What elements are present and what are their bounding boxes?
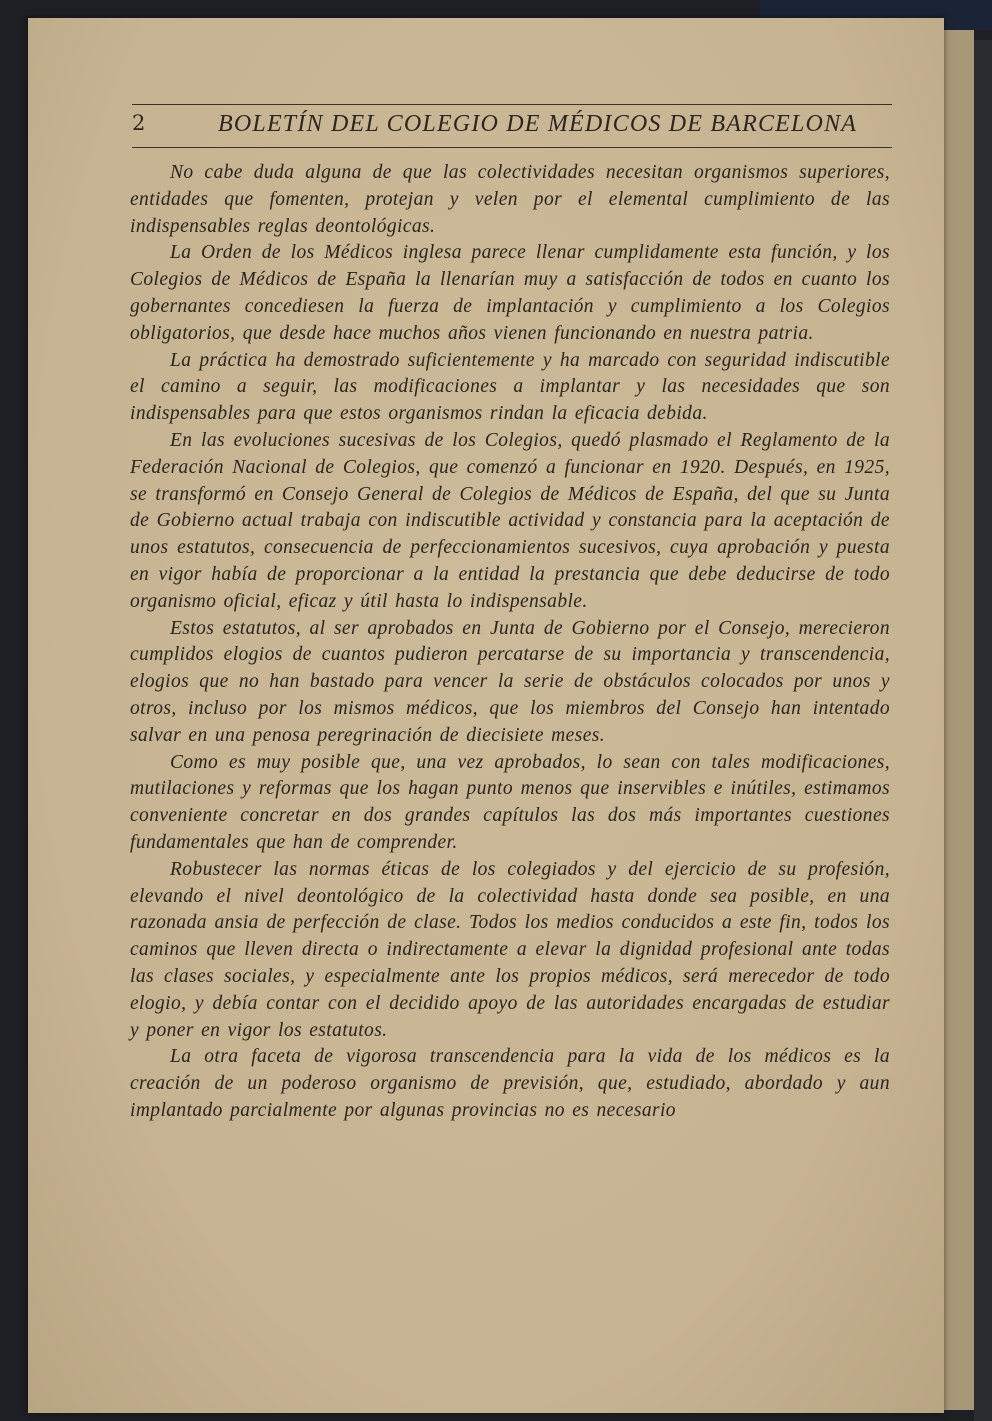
- paragraph: Robustecer las normas éticas de los colegiados y del ejercicio de su profesión, elevando el nivel deontológico de la colectividad hasta donde sea posible, en una razonada ansia de perfección de clase. Todos los medios conducidos a este fin, todos los caminos que lleven directa o indirectamente a elevar la dignidad profesional ante todas las clases sociales, y especialmente ante los propios médicos, será merecedor de todo elogio, y debía contar con el decidido apoyo de las autoridades encargadas de estudiar y poner en vigor los estatutos.: [130, 858, 890, 1041]
- paragraph: En las evoluciones sucesivas de los Colegios, quedó plasmado el Reglamento de la Federación Nacional de Colegios, que comenzó a funcionar en 1920. Después, en 1925, se transformó en Consejo General de Colegios de Médicos de España, del que su Junta de Gobierno actual trabaja con indiscutible actividad y constancia para la aceptación de unos estatutos, consecuencia de perfeccionamientos sucesivos, cuya aprobación y puesta en vigor había de proporcionar a la entidad la prestancia que debe deducirse de todo organismo oficial, eficaz y útil hasta lo indispensable.: [130, 429, 890, 612]
- book-cover-edge: [974, 40, 992, 1421]
- paragraph: No cabe duda alguna de que las colectividades necesitan organismos superiores, entidades que fomenten, protejan y velen por el elemental cumplimiento de las indispensables reglas deontológicas.: [130, 162, 890, 237]
- article-body: [130, 160, 890, 1125]
- running-header: [132, 104, 892, 148]
- journal-title: BOLETÍN DEL COLEGIO DE MÉDICOS DE BARCELONA: [218, 111, 858, 137]
- paragraph: La Orden de los Médicos inglesa parece llenar cumplidamente esta función, y los Colegios de Médicos de España la llenarían muy a satisfacción de todos en cuanto los gobernantes concediesen la fuerza de implantación y cumplimiento a los Colegios obligatorios, que desde hace muchos años vienen funcionando en nuestra patria.: [130, 242, 890, 344]
- paragraph: Estos estatutos, al ser aprobados en Junta de Gobierno por el Consejo, merecieron cumplidos elogios de cuantos pudieron percatarse de su importancia y transcendencia, elogios que no han bastado para vencer la serie de obstáculos colocados por unos y otros, incluso por los mismos médicos, que los miembros del Consejo han intentado salvar en una penosa peregrinación de diecisiete meses.: [130, 617, 890, 746]
- page-number: 2: [132, 111, 146, 135]
- paragraph: La otra faceta de vigorosa transcendencia para la vida de los médicos es la creación de un poderoso organismo de previsión, que, estudiado, abordado y aun implantado parcialmente por algunas provincias no es necesario: [130, 1046, 890, 1121]
- paragraph: Como es muy posible que, una vez aprobados, lo sean con tales modificaciones, mutilaciones y reformas que los hagan punto menos que inservibles e inútiles, estimamos conveniente concretar en dos grandes capítulos las dos más importantes cuestiones fundamentales que han de comprender.: [130, 751, 890, 853]
- paragraph: La práctica ha demostrado suficientemente y ha marcado con seguridad indiscutible el camino a seguir, las modificaciones a implantar y las necesidades que son indispensables para que estos organismos rindan la eficacia debida.: [130, 349, 890, 425]
- page-edge: [944, 30, 974, 1410]
